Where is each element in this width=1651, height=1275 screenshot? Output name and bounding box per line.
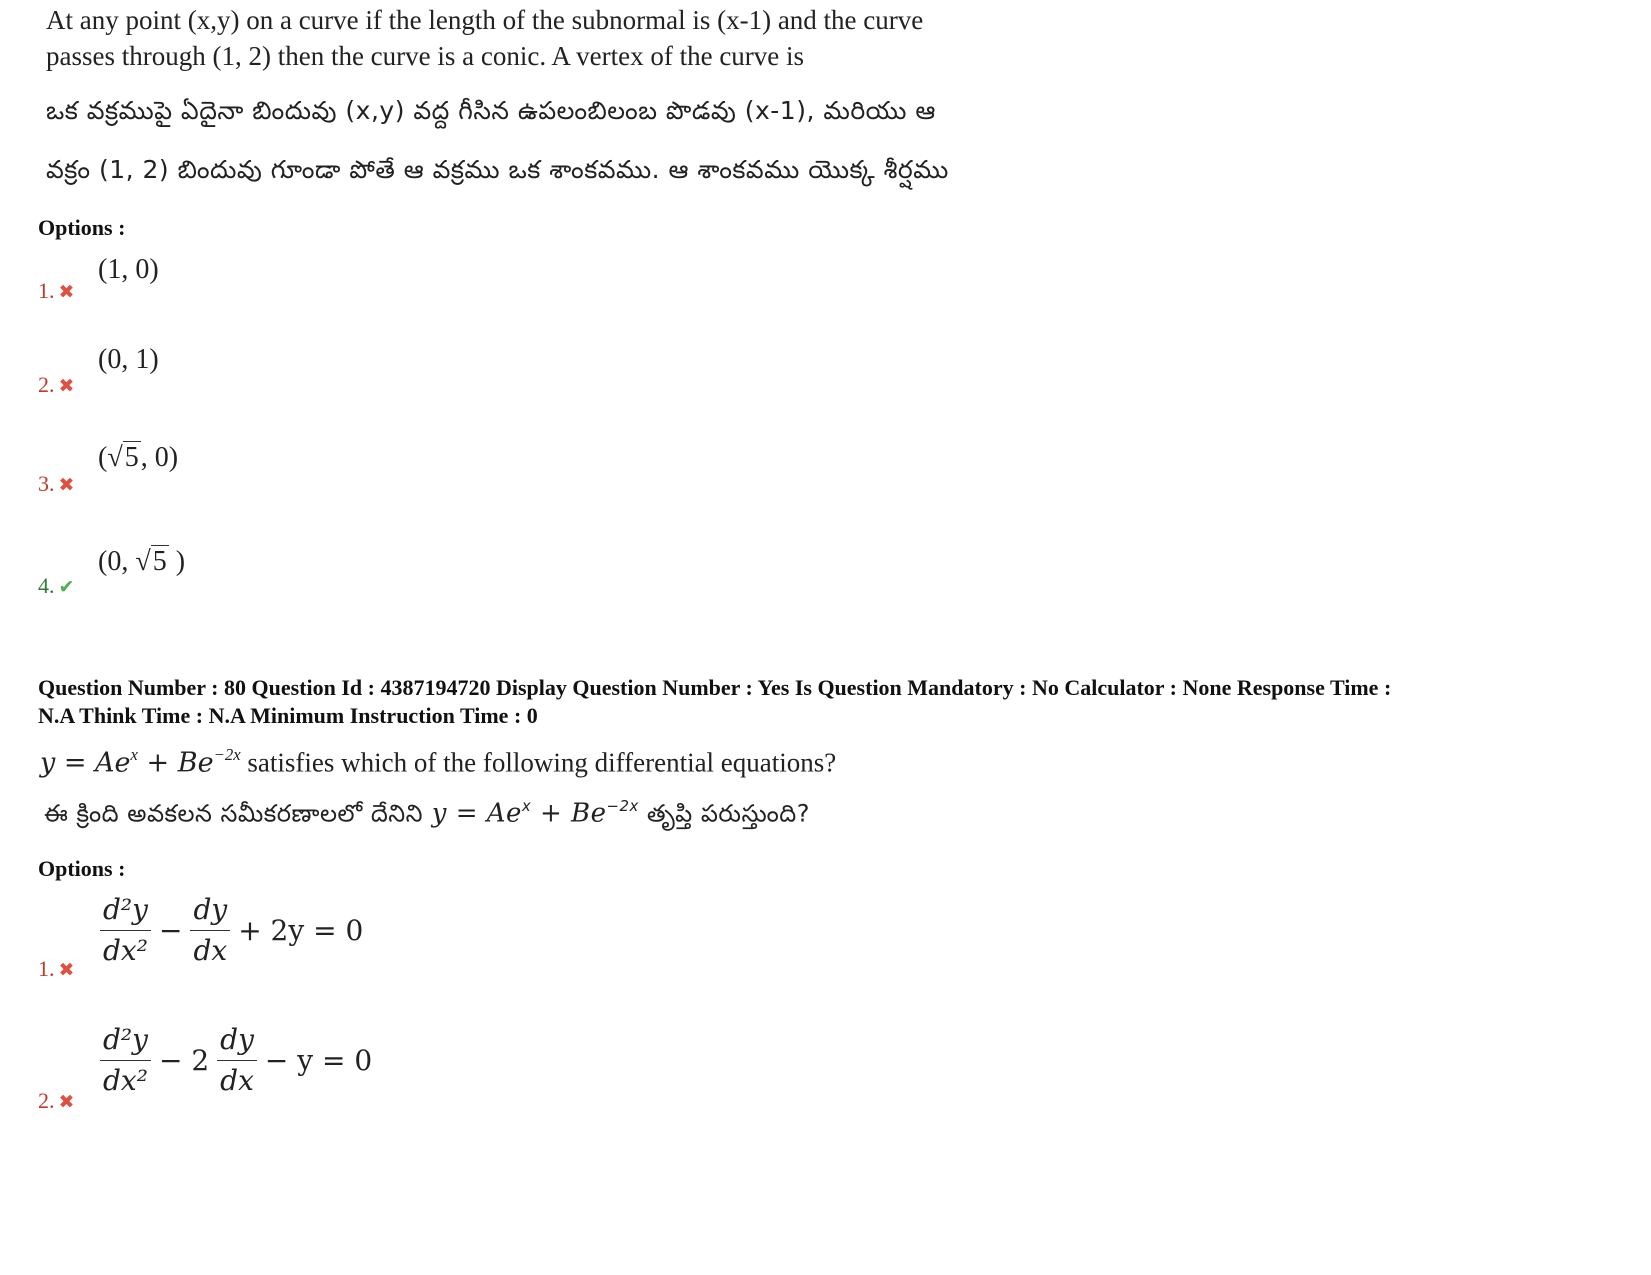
option-1-number — [38, 278, 74, 304]
q80-option-2-answer[interactable] — [96, 1020, 376, 1101]
square-root: √5 — [107, 442, 139, 473]
option-2-answer[interactable]: (0, 1) — [98, 344, 159, 375]
operator: − 2 — [158, 1044, 210, 1077]
equation-lhs: y = Ae — [40, 747, 131, 779]
option-3-close: , 0) — [140, 442, 179, 473]
option-number: 1. — [38, 956, 55, 981]
wrong-mark-icon: ✖ — [58, 281, 75, 303]
telugu-exponent-1: x — [521, 797, 532, 815]
option-1-answer[interactable]: (1, 0) — [98, 254, 159, 285]
first-derivative-fraction: $\frac{dy}{dx}$ — [217, 1020, 257, 1101]
correct-check-icon: ✔ — [58, 576, 75, 598]
radicand: 5 — [152, 546, 167, 577]
option-3-answer[interactable] — [98, 442, 178, 474]
second-derivative-fraction: $\frac{\text{d²y}}{\text{dx²}}$ — [100, 1020, 151, 1101]
meta-line-2: N.A Think Time : N.A Minimum Instruction Time : 0 — [38, 703, 538, 728]
equation-rest: − y = 0 — [264, 1044, 373, 1077]
radicand: 5 — [124, 442, 139, 473]
meta-line-1: Question Number : 80 Question Id : 4387194720 Display Question Number : Yes Is Question Mandatory : No Calculator : None Response Time : — [38, 675, 1392, 700]
question-80-text: satisfies which of the following differential equations? — [240, 747, 837, 778]
q80-option-2-number — [38, 1088, 74, 1114]
option-4-close: ) — [168, 546, 186, 577]
wrong-mark-icon: ✖ — [58, 474, 75, 496]
option-2-number — [38, 372, 74, 398]
operator: − — [158, 914, 183, 947]
question-80-english — [40, 737, 836, 782]
options-heading-q80: Options : — [38, 856, 126, 881]
telugu-equation-mid: + Be — [531, 798, 607, 829]
wrong-mark-icon: ✖ — [58, 1091, 75, 1113]
option-4-answer[interactable] — [98, 546, 185, 578]
q80-option-1-number — [38, 956, 74, 982]
option-number: 4. — [38, 573, 55, 598]
equation-mid: + Be — [137, 747, 214, 779]
option-number: 2. — [38, 1088, 55, 1113]
option-4-number — [38, 573, 74, 599]
telugu-equation: y = Ae — [422, 798, 522, 829]
exponent-1: x — [130, 745, 138, 764]
equation-rest: + 2y = 0 — [238, 914, 364, 947]
option-number: 1. — [38, 278, 55, 303]
question-79-english — [46, 2, 923, 74]
q80-option-1-answer[interactable] — [96, 890, 367, 971]
question-80-telugu — [44, 797, 810, 833]
question-79-telugu-line-1: ఒక వక్రముపై ఏదైనా బిందువు (x,y) వద్ద గీసిన ఉపలంబిలంబ పొడవు (x-1), మరియు ఆ — [46, 96, 936, 125]
option-4-open: (0, — [98, 546, 136, 577]
first-derivative-fraction: $\frac{dy}{dx}$ — [190, 890, 230, 971]
telugu-exponent-2: −2x — [606, 797, 639, 815]
question-79-english-line-2: passes through (1, 2) then the curve is a conic. A vertex of the curve is — [46, 41, 805, 71]
wrong-mark-icon: ✖ — [58, 375, 75, 397]
question-79-telugu-line-2: వక్రం (1, 2) బిందువు గూండా పోతే ఆ వక్రము ఒక శాంకవము. ఆ శాంకవము యొక్క శీర్షము — [46, 155, 949, 184]
option-number: 3. — [38, 471, 55, 496]
question-80-meta — [38, 674, 1628, 730]
options-heading-q79: Options : — [38, 215, 126, 240]
square-root: √5 — [135, 546, 167, 577]
option-3-open: ( — [98, 442, 108, 473]
exponent-2: −2x — [213, 745, 241, 764]
question-79-english-line-1: At any point (x,y) on a curve if the length of the subnormal is (x-1) and the curve — [46, 5, 924, 35]
telugu-pre: ఈ క్రింది అవకలన సమీకరణాలలో దేనిని — [44, 799, 423, 828]
telugu-post: తృప్తి పరుస్తుంది? — [638, 799, 810, 828]
option-number: 2. — [38, 372, 55, 397]
option-3-number — [38, 471, 74, 497]
second-derivative-fraction: $\frac{\text{d²y}}{\text{dx²}}$ — [100, 890, 151, 971]
wrong-mark-icon: ✖ — [58, 959, 75, 981]
